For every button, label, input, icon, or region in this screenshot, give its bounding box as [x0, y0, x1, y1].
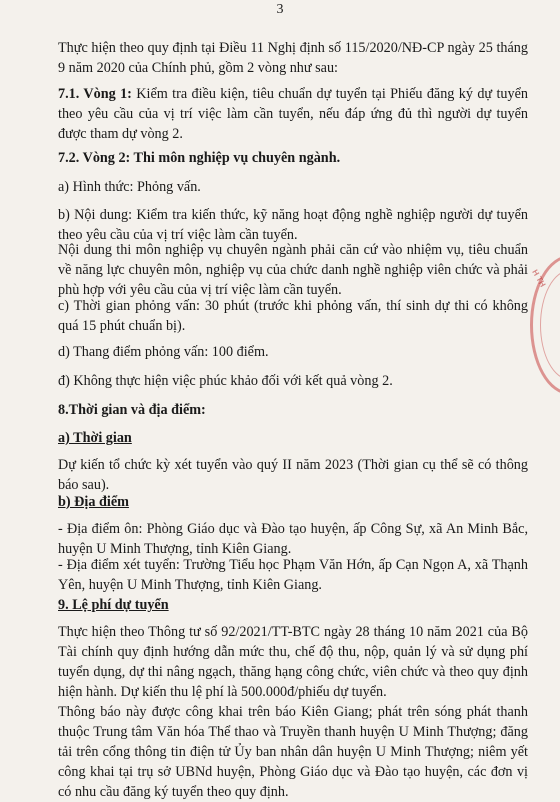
paragraph-round-1: [58, 84, 528, 144]
paragraph-format: a) Hình thức: Phỏng vấn.: [58, 179, 201, 195]
heading-time: a) Thời gian: [58, 430, 132, 446]
paragraph-score-scale: d) Thang điểm phỏng vấn: 100 điểm.: [58, 344, 269, 360]
round-1-label: 7.1. Vòng 1:: [58, 86, 132, 102]
paragraph-announcement: Thông báo này được công khai trên báo Kiên Giang; phát trên sóng phát thanh thuộc Trung tâm Văn hóa Thể thao và Truyền thanh huyện U Minh Thượng; đăng tải trên cổng thông tin điện tử Ủy ban nhân dân huyện U Minh Thượng; niêm yết công khai tại trụ sở UBNd huyện, Phòng Giáo dục và Đào tạo huyện, các đơn vị có nhu cầu đăng ký tuyển theo quy định.: [58, 704, 528, 800]
heading-time-place: 8.Thời gian và địa điểm:: [58, 402, 206, 418]
paragraph-time: Dự kiến tổ chức kỳ xét tuyển vào quý II năm 2023 (Thời gian cụ thể sẽ có thông báo sau).: [58, 457, 528, 493]
paragraph-content-detail: Nội dung thi môn nghiệp vụ chuyên ngành phải căn cứ vào nhiệm vụ, tiêu chuẩn về năng lực chuyên môn, nghiệp vụ của chức danh nghề nghiệp viên chức và phải phù hợp với yêu cầu của vị trí việc làm cần tuyển.: [58, 242, 528, 298]
paragraph-interview-time: c) Thời gian phỏng vấn: 30 phút (trước khi phỏng vấn, thí sinh dự thi có không quá 15 phút chuẩn bị).: [58, 298, 528, 334]
paragraph-review-place: - Địa điểm ôn: Phòng Giáo dục và Đào tạo huyện, ấp Công Sự, xã An Minh Bắc, huyện U Minh Thượng, tỉnh Kiên Giang.: [58, 521, 528, 557]
heading-round-2: 7.2. Vòng 2: Thi môn nghiệp vụ chuyên ngành.: [58, 150, 341, 166]
paragraph-no-review: đ) Không thực hiện việc phúc khảo đối với kết quả vòng 2.: [58, 373, 393, 389]
round-1-text: Kiểm tra điều kiện, tiêu chuẩn dự tuyển tại Phiếu đăng ký dự tuyển theo yêu cầu của vị trí việc làm cần tuyển, nếu đáp ứng đủ thì người dự tuyển được tham dự vòng 2.: [58, 86, 529, 142]
heading-fee: 9. Lệ phí dự tuyển: [58, 597, 169, 613]
heading-place: b) Địa điểm: [58, 494, 129, 510]
paragraph-content: b) Nội dung: Kiểm tra kiến thức, kỹ năng hoạt động nghề nghiệp người dự tuyển theo yêu cầu của vị trí việc làm cần tuyển.: [58, 207, 528, 243]
red-seal-text: H TH: [530, 268, 548, 289]
paragraph-exam-place: - Địa điểm xét tuyển: Trường Tiểu học Phạm Văn Hớn, ấp Cạn Ngọn A, xã Thạnh Yên, huyện U Minh Thượng, tỉnh Kiên Giang.: [58, 557, 528, 593]
paragraph-fee: Thực hiện theo Thông tư số 92/2021/TT-BTC ngày 28 tháng 10 năm 2021 của Bộ Tài chính quy định hướng dẫn mức thu, chế độ thu, nộp, quản lý và sử dụng phí tuyển dụng, dự thi nâng ngạch, thăng hạng công chức, viên chức và theo quy định hiện hành. Dự kiến thu lệ phí là 500.000đ/phiếu dự tuyển.: [58, 624, 528, 700]
paragraph-intro: Thực hiện theo quy định tại Điều 11 Nghị định số 115/2020/NĐ-CP ngày 25 tháng 9 năm 2020 của Chính phủ, gồm 2 vòng như sau:: [58, 40, 528, 76]
page-number: 3: [276, 2, 284, 17]
